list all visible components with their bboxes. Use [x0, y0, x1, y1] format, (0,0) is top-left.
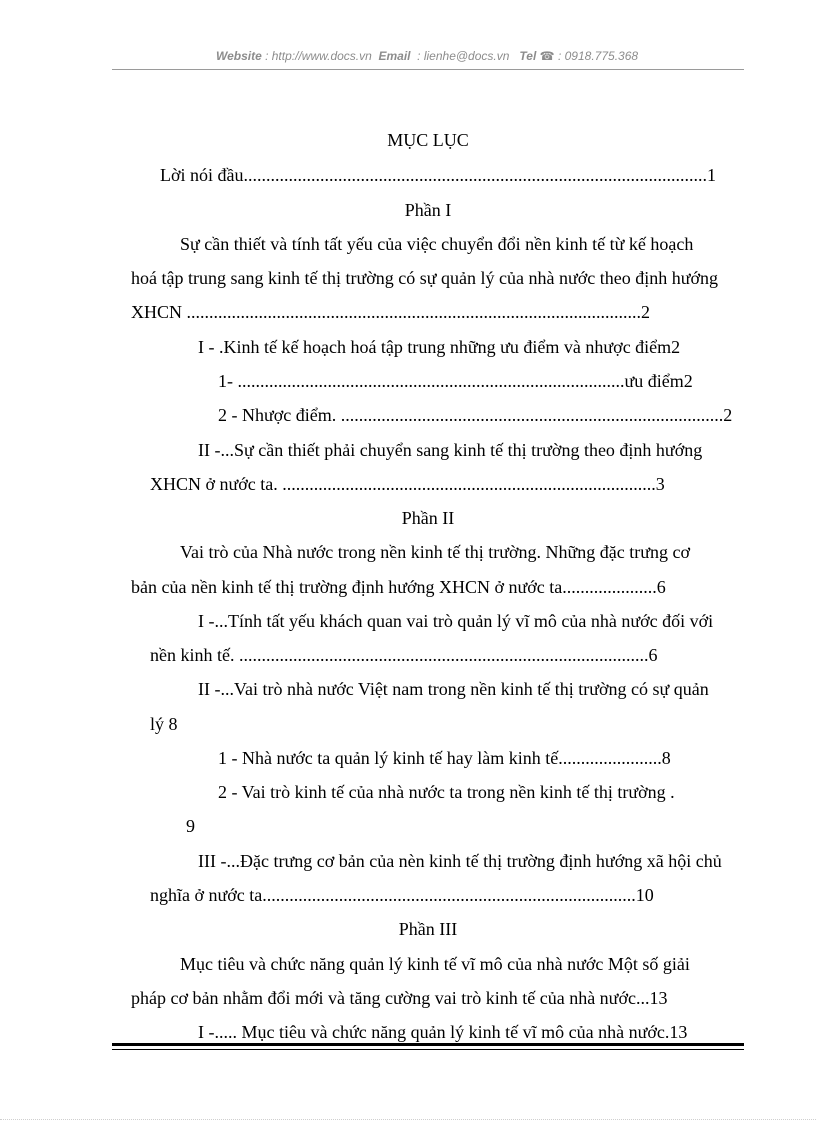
toc-entry: I -..... Mục tiêu và chức năng quản lý kinh tế vĩ mô của nhà nước.13: [198, 1022, 688, 1042]
toc-entry: 1- ......................................................................................ưu điểm2: [218, 371, 693, 391]
website-label: Website: [215, 49, 262, 63]
toc-entry: nghĩa ở nước ta...................................................................................10: [150, 885, 654, 905]
toc-entry: I - .Kinh tế kế hoạch hoá tập trung những ưu điểm và nhược điểm2: [198, 337, 681, 357]
toc-entry: I -...Tính tất yếu khách quan vai trò quản lý vĩ mô của nhà nước đối với: [198, 611, 714, 631]
email-value: : lienhe@docs.vn: [417, 49, 510, 63]
toc-entry: II -...Sự cần thiết phải chuyển sang kinh tế thị trường theo định hướng: [198, 440, 703, 460]
email-label: Email: [378, 49, 411, 63]
toc-entry: pháp cơ bản nhằm đổi mới và tăng cường vai trò kinh tế của nhà nước...13: [131, 988, 668, 1008]
toc-entry: XHCN ở nước ta. ...................................................................................3: [150, 474, 665, 494]
part-heading: Phần I: [404, 200, 452, 220]
toc-entry: hoá tập trung sang kinh tế thị trường có sự quản lý của nhà nước theo định hướng: [131, 268, 718, 288]
part-heading: Phần III: [398, 919, 458, 939]
tel-value: : 0918.775.368: [557, 49, 639, 63]
footer-divider-thin: [112, 1049, 744, 1050]
toc-entry: 1 - Nhà nước ta quản lý kinh tế hay làm kinh tế.......................8: [218, 748, 671, 768]
page-edge-dotted-line: [0, 1119, 816, 1120]
toc-entry: 2 - Nhược điểm. .....................................................................................2: [218, 405, 733, 425]
toc-entry-preface: Lời nói đầu.......................................................................................................1: [160, 165, 717, 185]
toc-entry: lý 8: [150, 714, 178, 734]
toc-entry: nền kinh tế. ...........................................................................................6: [150, 645, 658, 665]
page-header: [112, 49, 742, 63]
toc-entry: Mục tiêu và chức năng quản lý kinh tế vĩ mô của nhà nước Một số giải: [180, 954, 690, 974]
toc-entry: XHCN .....................................................................................................2: [131, 302, 651, 322]
toc-entry: bản của nền kinh tế thị trường định hướng XHCN ở nước ta.....................6: [131, 577, 666, 597]
toc-title: MỤC LỤC: [387, 130, 469, 150]
tel-label: Tel: [519, 49, 537, 63]
toc-entry: Sự cần thiết và tính tất yếu của việc chuyển đổi nền kinh tế từ kế hoạch: [180, 234, 694, 254]
phone-icon: ☎: [539, 49, 555, 63]
part-heading: Phần II: [401, 508, 455, 528]
toc-entry: 9: [186, 816, 195, 836]
toc-entry: III -...Đặc trưng cơ bản của nèn kinh tế thị trường định hướng xã hội chủ: [198, 851, 722, 871]
header-divider: [112, 69, 744, 70]
footer-divider-thick: [112, 1043, 744, 1046]
website-value: : http://www.docs.vn: [265, 49, 372, 63]
toc-entry: 2 - Vai trò kinh tế của nhà nước ta trong nền kinh tế thị trường .: [218, 782, 675, 802]
toc-entry: II -...Vai trò nhà nước Việt nam trong nền kinh tế thị trường có sự quản: [198, 679, 709, 699]
toc-entry: Vai trò của Nhà nước trong nền kinh tế thị trường. Những đặc trưng cơ: [180, 542, 690, 562]
